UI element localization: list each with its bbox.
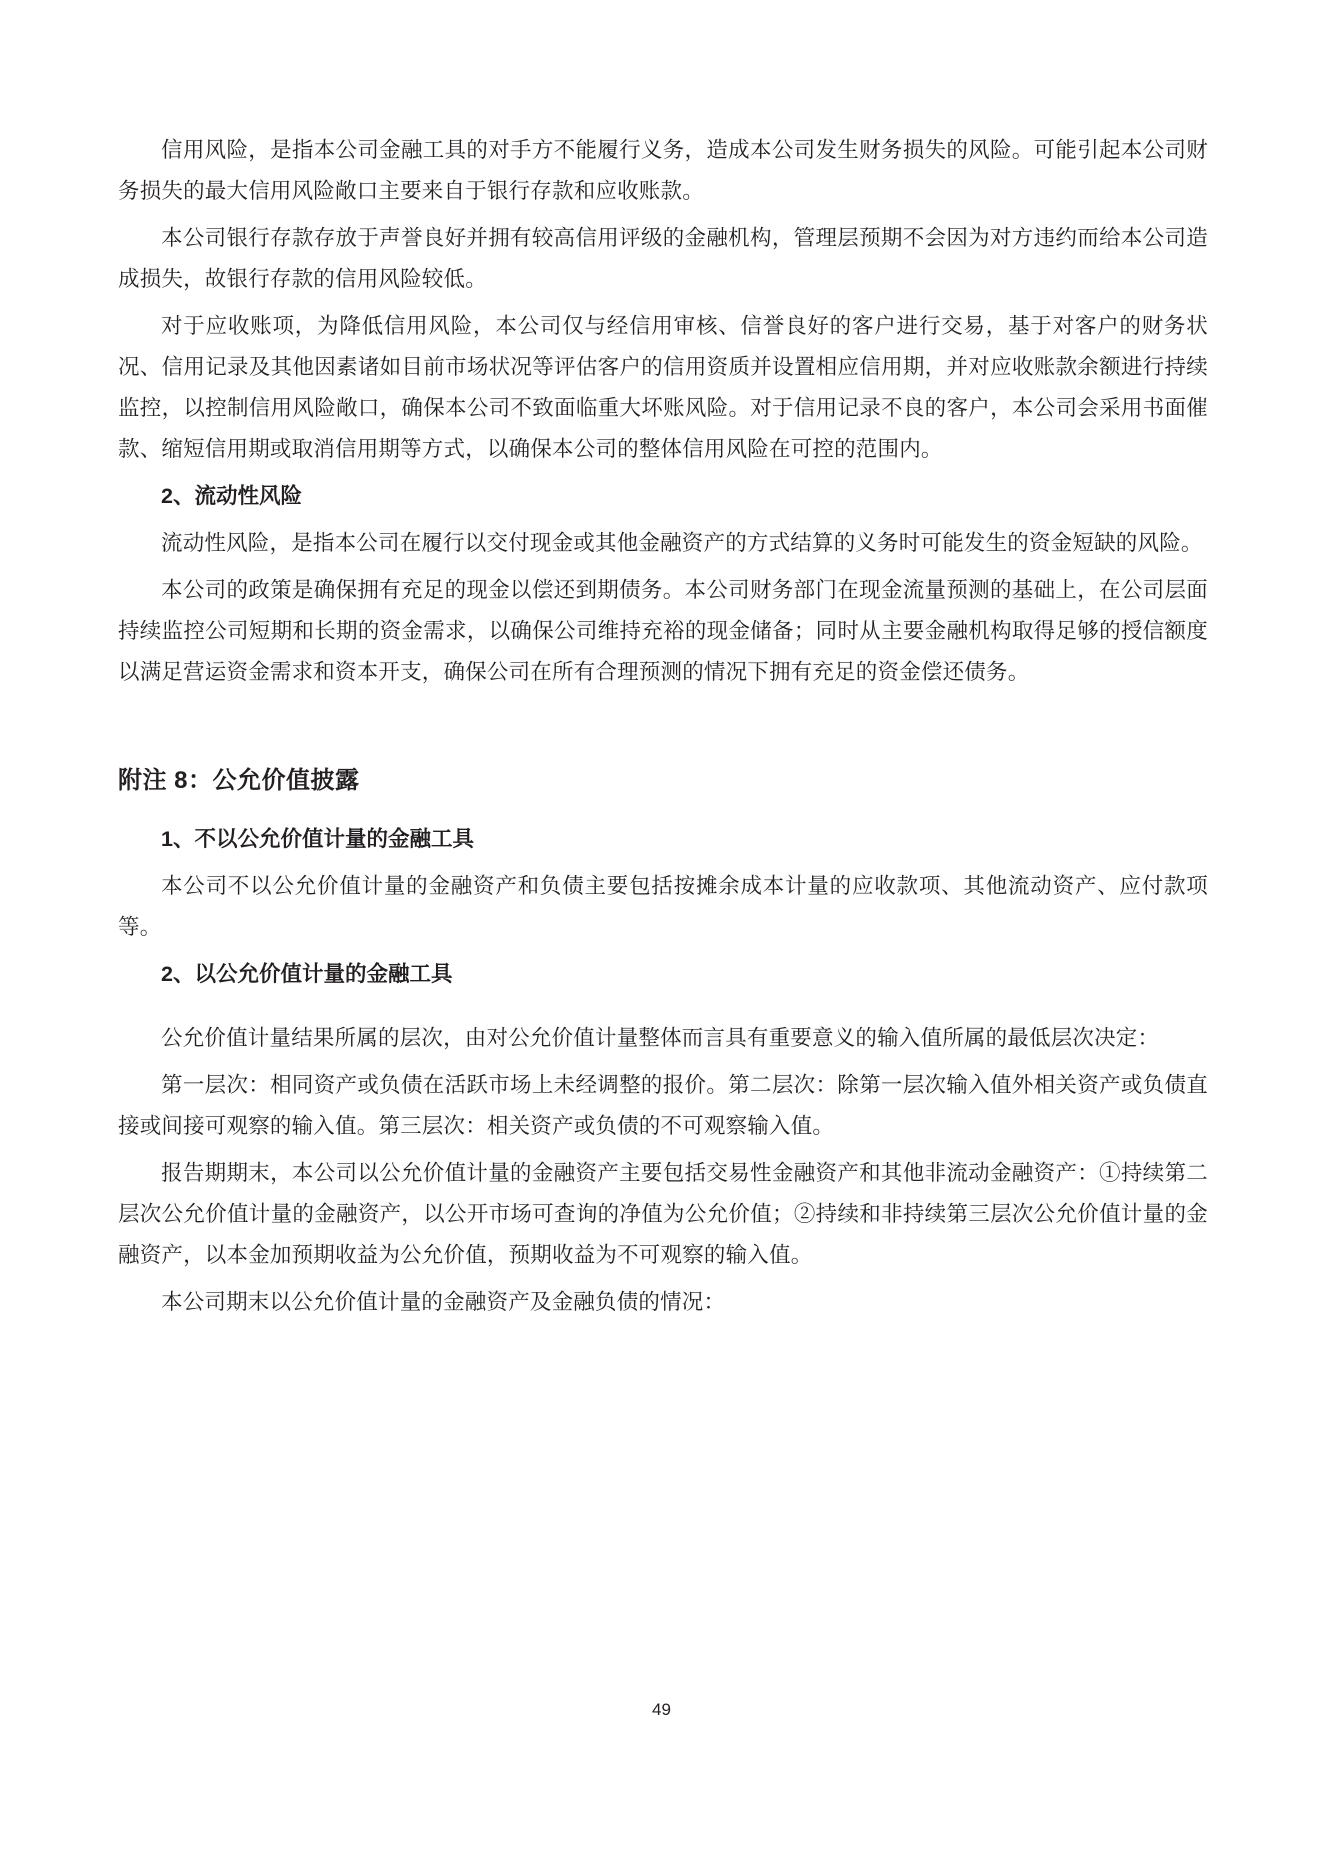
page-content: [118, 130, 1208, 1329]
paragraph-not-at-fair-value-detail: 本公司不以公允价值计量的金融资产和负债主要包括按摊余成本计量的应收款项、其他流动资产、应付款项等。: [118, 874, 1208, 939]
section-spacer: [118, 699, 1208, 761]
sub-heading-not-at-fair-value: 1、不以公允价值计量的金融工具: [161, 827, 474, 851]
section-heading-fair-value-disclosure: 附注 8：公允价值披露: [118, 767, 360, 794]
paragraph-receivables: 对于应收账项，为降低信用风险，本公司仅与经信用审核、信誉良好的客户进行交易，基于对客户的财务状况、信用记录及其他因素诸如目前市场状况等评估客户的信用资质并设置相应信用期，并对应收账款余额进行持续监控，以控制信用风险敞口，确保本公司不致面临重大坏账风险。对于信用记录不良的客户，本公司会采用书面催款、缩短信用期或取消信用期等方式，以确保本公司的整体信用风险在可控的范围内。: [118, 314, 1208, 461]
paragraph-table-intro: 本公司期末以公允价值计量的金融资产及金融负债的情况：: [161, 1290, 726, 1314]
subsection-spacer: [118, 1001, 1208, 1013]
heading-spacer: [118, 801, 1208, 819]
page-number: 49: [652, 1700, 671, 1719]
sub-heading-at-fair-value: 2、以公允价值计量的金融工具: [161, 962, 453, 986]
paragraph-period-end-fair-value: 报告期期末，本公司以公允价值计量的金融资产主要包括交易性金融资产和其他非流动金融资产：①持续第二层次公允价值计量的金融资产，以公开市场可查询的净值为公允价值；②持续和非持续第三层次公允价值计量的金融资产，以本金加预期收益为公允价值，预期收益为不可观察的输入值。: [118, 1161, 1208, 1267]
paragraph-credit-risk-definition: 信用风险，是指本公司金融工具的对手方不能履行义务，造成本公司发生财务损失的风险。可能引起本公司财务损失的最大信用风险敞口主要来自于银行存款和应收账款。: [118, 138, 1208, 203]
paragraph-hierarchy-levels: 第一层次：相同资产或负债在活跃市场上未经调整的报价。第二层次：除第一层次输入值外相关资产或负债直接或间接可观察的输入值。第三层次：相关资产或负债的不可观察输入值。: [118, 1073, 1208, 1138]
paragraph-liquidity-risk-definition: 流动性风险，是指本公司在履行以交付现金或其他金融资产的方式结算的义务时可能发生的资金短缺的风险。: [161, 531, 1203, 555]
paragraph-bank-deposits: 本公司银行存款存放于声誉良好并拥有较高信用评级的金融机构，管理层预期不会因为对方违约而给本公司造成损失，故银行存款的信用风险较低。: [118, 226, 1208, 291]
sub-heading-liquidity-risk: 2、流动性风险: [161, 484, 302, 508]
paragraph-fair-value-hierarchy: 公允价值计量结果所属的层次，由对公允价值计量整体而言具有重要意义的输入值所属的最低层次决定：: [161, 1026, 1160, 1050]
paragraph-liquidity-policy: 本公司的政策是确保拥有充足的现金以偿还到期债务。本公司财务部门在现金流量预测的基础上，在公司层面持续监控公司短期和长期的资金需求，以确保公司维持充裕的现金储备；同时从主要金融机构取得足够的授信额度以满足营运资金需求和资本开支，确保公司在所有合理预测的情况下拥有充足的资金偿还债务。: [118, 578, 1208, 684]
